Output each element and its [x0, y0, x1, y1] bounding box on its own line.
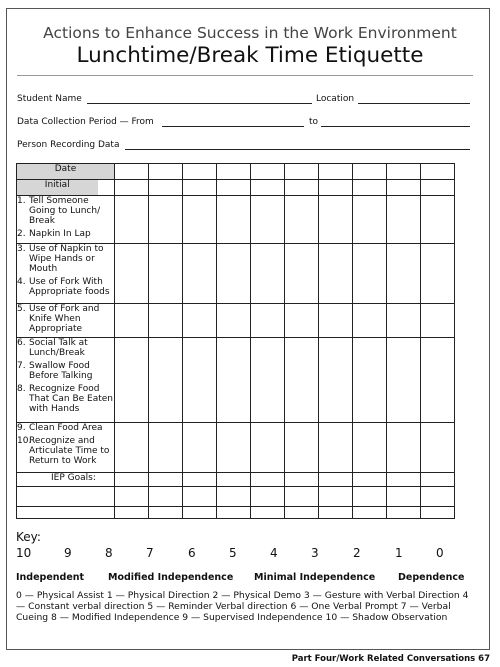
score-cell[interactable] [217, 338, 251, 423]
score-cell[interactable] [217, 304, 251, 338]
score-cell[interactable] [387, 196, 421, 244]
period-to-field[interactable] [321, 126, 470, 127]
blank-row-cell [17, 487, 115, 507]
initial-cell[interactable] [251, 180, 285, 196]
initial-header: Initial [17, 180, 98, 196]
scale-value: 2 [353, 546, 361, 560]
page-title: Lunchtime/Break Time Etiquette [76, 43, 424, 68]
score-cell[interactable] [149, 338, 183, 423]
skill-text: Recognize and Articulate Time to Return to Work [29, 436, 110, 466]
skill-item [17, 304, 114, 334]
skill-number: 9. [17, 423, 26, 433]
score-cell[interactable] [353, 423, 387, 473]
score-cell[interactable] [217, 196, 251, 244]
date-cell[interactable] [387, 164, 421, 180]
blank-row-cell[interactable] [115, 487, 149, 507]
blank-row-cell[interactable] [285, 487, 319, 507]
score-cell[interactable] [353, 196, 387, 244]
iep-cell[interactable] [319, 473, 353, 487]
blank-row-cell[interactable] [285, 507, 319, 519]
score-cell[interactable] [285, 338, 319, 423]
score-cell[interactable] [149, 196, 183, 244]
score-cell[interactable] [251, 338, 285, 423]
category-label: Modified Independence [108, 572, 234, 583]
skill-item [17, 384, 114, 414]
score-cell[interactable] [217, 244, 251, 304]
initial-cell[interactable] [115, 180, 149, 196]
score-cell[interactable] [285, 244, 319, 304]
iep-goals-label: IEP Goals: [17, 473, 115, 487]
person-recording-field[interactable] [125, 149, 470, 150]
data-collection-table [16, 163, 455, 519]
scale-value: 0 [436, 546, 444, 560]
score-cell[interactable] [387, 423, 421, 473]
category-label: Dependence [398, 572, 465, 583]
date-cell[interactable] [217, 164, 251, 180]
iep-cell[interactable] [251, 473, 285, 487]
score-cell[interactable] [387, 244, 421, 304]
page-subtitle: Actions to Enhance Success in the Work Environment [43, 24, 457, 42]
skill-item [17, 244, 114, 274]
score-cell[interactable] [115, 196, 149, 244]
skill-number: 2. [17, 229, 26, 239]
skill-text: Napkin In Lap [29, 229, 91, 239]
score-cell[interactable] [217, 423, 251, 473]
score-cell[interactable] [353, 338, 387, 423]
blank-row-cell [17, 507, 115, 519]
blank-row-cell[interactable] [353, 487, 387, 507]
initial-cell[interactable] [285, 180, 319, 196]
category-label: Independent [16, 572, 85, 583]
scale-value: 8 [105, 546, 113, 560]
blank-row-cell[interactable] [387, 487, 421, 507]
skill-item [17, 361, 114, 381]
scale-value: 3 [311, 546, 319, 560]
iep-cell[interactable] [149, 473, 183, 487]
skill-number: 1. [17, 196, 26, 206]
score-cell[interactable] [319, 423, 353, 473]
score-cell[interactable] [319, 244, 353, 304]
blank-row-cell[interactable] [319, 507, 353, 519]
scale-value: 10 [16, 546, 32, 560]
scale-value: 9 [64, 546, 72, 560]
category-label: Minimal Independence [254, 572, 376, 583]
iep-cell[interactable] [387, 473, 421, 487]
score-cell[interactable] [115, 423, 149, 473]
score-cell[interactable] [319, 304, 353, 338]
date-cell[interactable] [251, 164, 285, 180]
student-name-label: Student Name [17, 94, 82, 104]
student-name-field[interactable] [87, 103, 312, 104]
score-cell[interactable] [387, 304, 421, 338]
blank-row-cell[interactable] [149, 487, 183, 507]
skill-number: 8. [17, 384, 26, 394]
skill-number: 10. [17, 436, 32, 446]
blank-row-cell[interactable] [115, 507, 149, 519]
blank-row-cell[interactable] [251, 507, 285, 519]
date-cell[interactable] [421, 164, 455, 180]
score-cell[interactable] [115, 244, 149, 304]
score-cell[interactable] [115, 304, 149, 338]
score-cell[interactable] [149, 304, 183, 338]
date-cell[interactable] [183, 164, 217, 180]
skill-text: Recognize Food That Can Be Eaten with Hands [29, 384, 114, 414]
period-from-field[interactable] [162, 126, 304, 127]
skill-item [17, 436, 114, 466]
scale-value: 1 [395, 546, 403, 560]
skill-items-cell [17, 196, 115, 244]
skill-number: 3. [17, 244, 26, 254]
score-cell[interactable] [421, 196, 455, 244]
blank-row-cell[interactable] [217, 507, 251, 519]
score-cell[interactable] [251, 423, 285, 473]
score-cell[interactable] [421, 304, 455, 338]
score-cell[interactable] [285, 196, 319, 244]
score-cell[interactable] [183, 423, 217, 473]
date-cell[interactable] [285, 164, 319, 180]
skill-item [17, 338, 114, 358]
period-to-label: to [309, 117, 319, 127]
iep-cell[interactable] [183, 473, 217, 487]
blank-row-cell[interactable] [421, 507, 455, 519]
score-cell[interactable] [387, 338, 421, 423]
score-cell[interactable] [183, 338, 217, 423]
scale-value: 7 [146, 546, 154, 560]
location-field[interactable] [358, 103, 470, 104]
location-label: Location [316, 94, 355, 104]
iep-cell[interactable] [115, 473, 149, 487]
score-cell[interactable] [319, 196, 353, 244]
blank-row-cell[interactable] [183, 487, 217, 507]
skill-number: 6. [17, 338, 26, 348]
skill-number: 5. [17, 304, 26, 314]
blank-row-cell[interactable] [217, 487, 251, 507]
skill-items-cell [17, 304, 115, 338]
skill-item [17, 196, 114, 226]
skill-text: Tell Someone Going to Lunch/ Break [29, 196, 101, 226]
score-cell[interactable] [421, 423, 455, 473]
skill-text: Clean Food Area [29, 423, 103, 433]
score-cell[interactable] [421, 244, 455, 304]
blank-row-cell[interactable] [421, 487, 455, 507]
blank-row-cell[interactable] [319, 487, 353, 507]
initial-cell[interactable] [319, 180, 353, 196]
date-cell[interactable] [149, 164, 183, 180]
score-cell[interactable] [353, 244, 387, 304]
score-cell[interactable] [421, 338, 455, 423]
score-cell[interactable] [285, 304, 319, 338]
initial-header-spacer [98, 180, 115, 196]
score-cell[interactable] [183, 196, 217, 244]
initial-cell[interactable] [217, 180, 251, 196]
score-cell[interactable] [183, 304, 217, 338]
skill-text: Social Talk at Lunch/Break [29, 338, 88, 358]
key-label: Key: [16, 530, 41, 544]
skill-item [17, 423, 114, 433]
blank-row-cell[interactable] [183, 507, 217, 519]
period-from-label: Data Collection Period — From [17, 117, 154, 127]
score-cell[interactable] [285, 423, 319, 473]
initial-cell[interactable] [183, 180, 217, 196]
skill-text: Use of Fork and Knife When Appropriate [29, 304, 100, 334]
score-cell[interactable] [319, 338, 353, 423]
score-cell[interactable] [115, 338, 149, 423]
key-legend: 0 — Physical Assist 1 — Physical Direction 2 — Physical Demo 3 — Gesture with Verbal Direction 4 — Constant verbal direction 5 — Reminder Verbal direction 6 — One Verbal Prompt 7 — Verbal Cueing 8 — Modified Independence 9 — Supervised Independence 10 — Shadow Observation [16, 590, 469, 623]
blank-row-cell[interactable] [387, 507, 421, 519]
skill-items-cell [17, 244, 115, 304]
title-divider [17, 75, 473, 76]
skill-number: 7. [17, 361, 26, 371]
blank-row-cell[interactable] [149, 507, 183, 519]
date-cell[interactable] [353, 164, 387, 180]
score-cell[interactable] [251, 244, 285, 304]
iep-cell[interactable] [285, 473, 319, 487]
scale-value: 4 [270, 546, 278, 560]
score-cell[interactable] [353, 304, 387, 338]
iep-cell[interactable] [217, 473, 251, 487]
score-cell[interactable] [251, 304, 285, 338]
skill-items-cell [17, 423, 115, 473]
blank-row-cell[interactable] [251, 487, 285, 507]
skill-item [17, 229, 114, 239]
iep-cell[interactable] [353, 473, 387, 487]
iep-cell[interactable] [421, 473, 455, 487]
score-cell[interactable] [149, 244, 183, 304]
blank-row-cell[interactable] [353, 507, 387, 519]
initial-cell[interactable] [421, 180, 455, 196]
scale-value: 5 [229, 546, 237, 560]
skill-text: Swallow Food Before Talking [29, 361, 93, 381]
skill-number: 4. [17, 277, 26, 287]
scale-value: 6 [188, 546, 196, 560]
skill-items-cell [17, 338, 115, 423]
score-cell[interactable] [183, 244, 217, 304]
skill-item [17, 277, 114, 297]
date-cell[interactable] [115, 164, 149, 180]
page-footer: Part Four/Work Related Conversations 67 [291, 654, 490, 664]
date-cell[interactable] [319, 164, 353, 180]
initial-cell[interactable] [149, 180, 183, 196]
skill-text: Use of Napkin to Wipe Hands or Mouth [29, 244, 104, 274]
person-recording-label: Person Recording Data [17, 140, 120, 150]
initial-cell[interactable] [387, 180, 421, 196]
score-cell[interactable] [251, 196, 285, 244]
initial-cell[interactable] [353, 180, 387, 196]
skill-text: Use of Fork With Appropriate foods [29, 277, 110, 297]
date-header: Date [17, 164, 115, 180]
score-cell[interactable] [149, 423, 183, 473]
